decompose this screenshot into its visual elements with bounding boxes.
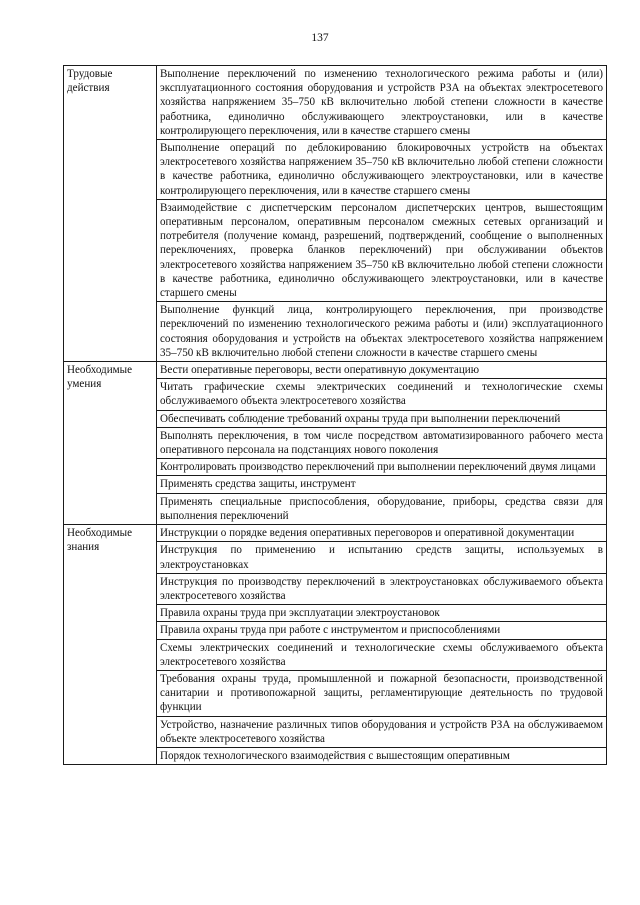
table-cell: Устройство, назначение различных типов оборудования и устройств РЗА на обслуживаемом объекте электросетевого хозяйства xyxy=(157,716,607,747)
table-cell: Применять специальные приспособления, оборудование, приборы, средства связи для выполнения переключений xyxy=(157,493,607,524)
page-number: 137 xyxy=(311,32,329,44)
section-label-required-skills: Необходимые умения xyxy=(64,362,157,525)
table-cell: Инструкция по производству переключений в электроустановках обслуживаемого объекта электросетевого хозяйства xyxy=(157,573,607,604)
table-cell: Правила охраны труда при эксплуатации электроустановок xyxy=(157,605,607,622)
table-cell: Применять средства защиты, инструмент xyxy=(157,476,607,493)
table-cell: Контролировать производство переключений при выполнении переключений двумя лицами xyxy=(157,459,607,476)
table-cell: Схемы электрических соединений и технологические схемы обслуживаемого объекта электросетевого хозяйства xyxy=(157,639,607,670)
table-row xyxy=(64,362,607,379)
requirements-table xyxy=(63,65,607,765)
table-cell: Вести оперативные переговоры, вести оперативную документацию xyxy=(157,362,607,379)
table-cell: Инструкции о порядке ведения оперативных переговоров и оперативной документации xyxy=(157,525,607,542)
table-row xyxy=(64,525,607,542)
table-cell: Выполнение операций по деблокированию блокировочных устройств на объектах электросетевого хозяйства напряжением 35–750 кВ включительно любой степени сложности в качестве работника, единолично обслуживающего электроустановки, или в качестве контролирующего переключения, или в качестве старшего смены xyxy=(157,140,607,200)
table-cell: Обеспечивать соблюдение требований охраны труда при выполнении переключений xyxy=(157,410,607,427)
section-label-required-knowledge: Необходимые знания xyxy=(64,525,157,765)
table-cell: Взаимодействие с диспетчерским персоналом диспетчерских центров, вышестоящим оперативным персоналом, оперативным персоналом смежных сетевых организаций и потребителя (получение команд, разрешений, подтверждений, сообщение о выполненных переключениях, проверка бланков переключений) при обслуживании объектов электросетевого хозяйства напряжением 35–750 кВ включительно любой степени сложности в качестве работника, единолично обслуживающего электроустановки, или в качестве старшего смены xyxy=(157,199,607,301)
table-cell: Требования охраны труда, промышленной и пожарной безопасности, производственной санитарии и противопожарной защиты, регламентирующие деятельность по трудовой функции xyxy=(157,670,607,716)
table-cell: Инструкция по применению и испытанию средств защиты, используемых в электроустановках xyxy=(157,542,607,573)
table-cell: Читать графические схемы электрических соединений и технологические схемы обслуживаемого объекта электросетевого хозяйства xyxy=(157,379,607,410)
section-label-labor-actions: Трудовые действия xyxy=(64,66,157,362)
table-cell: Выполнение переключений по изменению технологического режима работы и (или) эксплуатационного состояния оборудования и устройств РЗА на объектах электросетевого хозяйства напряжением 35–750 кВ включительно любой степени сложности в качестве работника, единолично обслуживающего электроустановки, или в качестве контролирующего переключения, или в качестве старшего смены xyxy=(157,66,607,140)
table-cell: Выполнять переключения, в том числе посредством автоматизированного рабочего места оперативного персонала на подстанциях нового поколения xyxy=(157,427,607,458)
table-row xyxy=(64,66,607,140)
table-cell: Выполнение функций лица, контролирующего переключения, при производстве переключений по изменению технологического режима работы и (или) эксплуатационного состояния оборудования и устройств на объектах электросетевого хозяйства напряжением 35–750 кВ включительно любой степени сложности в качестве старшего смены xyxy=(157,302,607,362)
table-cell: Правила охраны труда при работе с инструментом и приспособлениями xyxy=(157,622,607,639)
table-cell: Порядок технологического взаимодействия с вышестоящим оперативным xyxy=(157,747,607,764)
